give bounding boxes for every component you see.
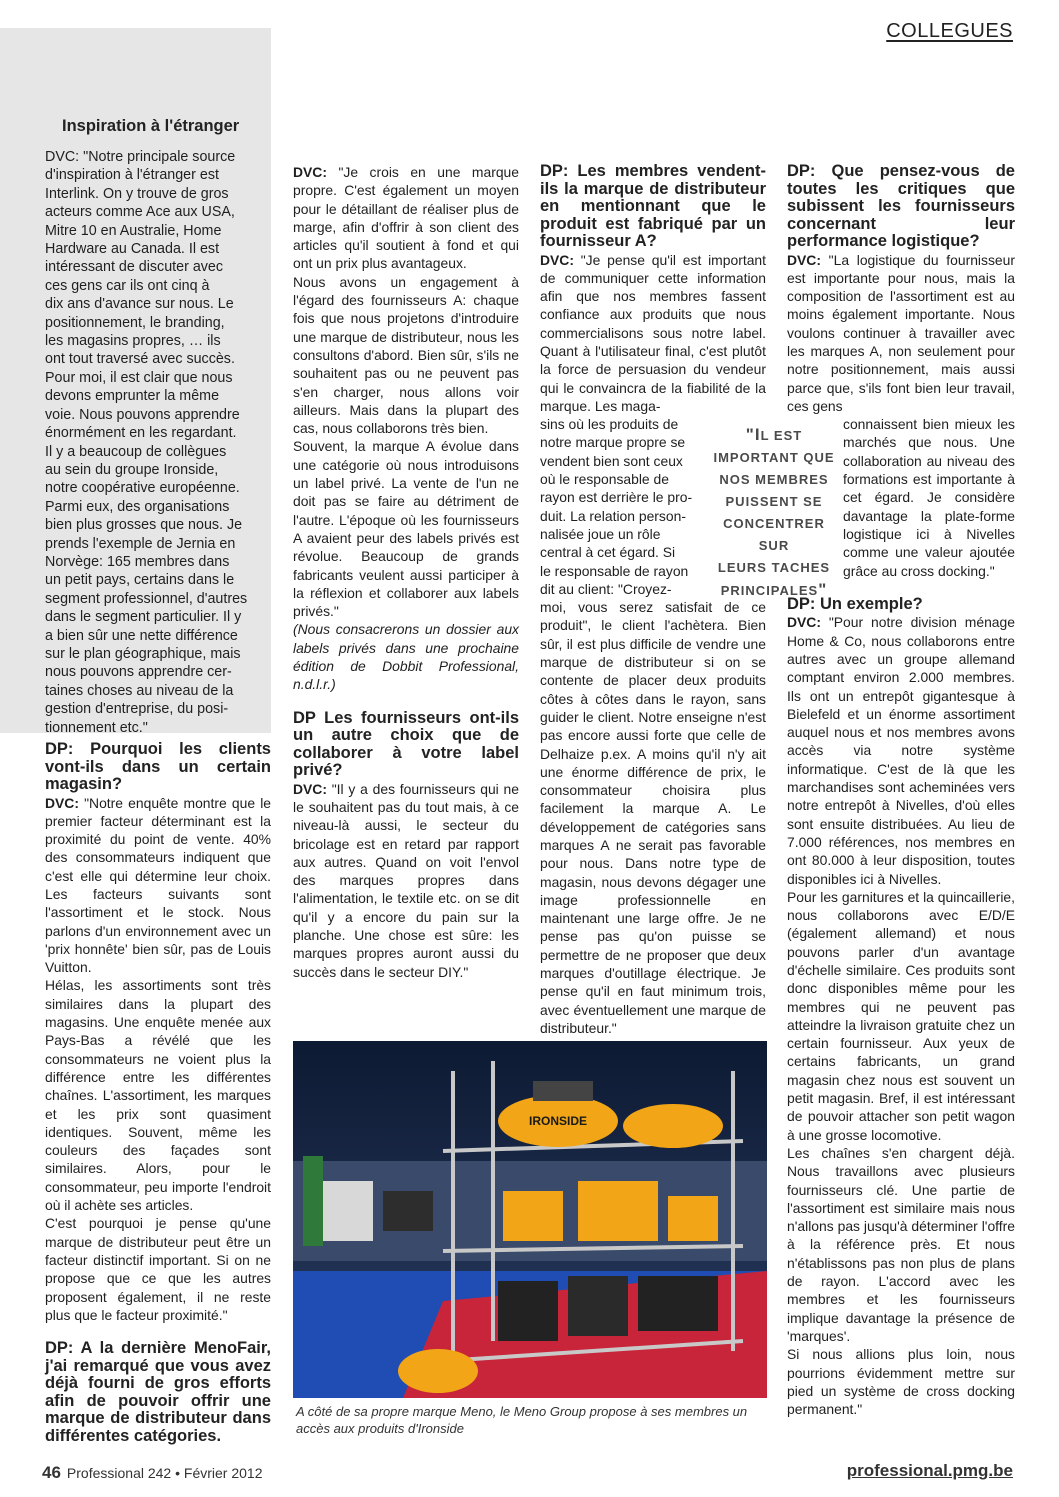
- pull-quote-line: NOS MEMBRES: [719, 472, 829, 487]
- sidebar-line: DVC: "Notre principale source: [45, 149, 236, 165]
- sidebar-line: d'inspiration à l'étranger est: [45, 167, 219, 184]
- sidebar-line: Norvège: 165 membres dans: [45, 553, 230, 570]
- sidebar-line: prends l'exemple de Jernia en: [45, 535, 236, 552]
- column-2: [293, 163, 519, 981]
- answer-exemple: DVC: "Pour notre division ménage Home & Co, nous collaborons entre autres avec un groupe allemand comptant environ 2.000 membres. Ils ont un entrepôt gigantesque à Bielefeld et un énorme assortiment auquel nous et nos membres avons accès via notre système informatique. C'est de là que les marchandises sont acheminées vers notre entrepôt à Nivelles, d'où elles sont ensuite distribuées. Au lieu de 7.000 références, nos membres en ont 80.000 à leur disposition, toutes disponibles ici à Nivelles.: [787, 614, 1015, 887]
- pull-quote-line: CONCENTRER SUR: [723, 516, 825, 553]
- pull-quote-line: PUISSENT SE: [725, 494, 823, 509]
- wrap-line: dit au client: "Croyez-: [540, 580, 672, 597]
- editor-note: (Nous consacrerons un dossier aux labels privés dans une prochaine édition de Dobbit Professional, n.d.l.r.): [293, 621, 519, 693]
- answer-clients-3: C'est pourquoi je pense qu'une marque de distributeur peut être un facteur distinctif important. Si on ne propose que ce que les autres proposent également, il ne reste plus que le facteur proximité.": [45, 1215, 271, 1323]
- sidebar-line: a bien sûr une nette différence: [45, 627, 238, 644]
- answer-membres-2: moi, vous serez satisfait de ce produit", le client l'achètera. Bien sûr, il est plus difficile de vendre une marque de distributeur si on se contente de placer deux produits côtes à côtes dans le rayon, sans guider le client. Notre enseigne n'est pas encore aussi forte que celle de Delhaize p.ex. A moins qu'il n'y ait une énorme différence de prix, le consommateur choisira plus facilement la marque A. Le développement de catégories sans marques A ne serait pas favorable pour nous. Dans notre type de magasin, nous devons dégager une image professionnelle en maintenant une large offre. Je ne pense pas qu'on puisse se permettre de ne proposer que deux marques d'outillage électrique. Je pense qu'il en faut minimum trois, avec éventuellement une marque de distributeur.": [540, 599, 766, 1036]
- sidebar-line: au sein du groupe Ironside,: [45, 461, 219, 478]
- pull-quote-line: IMPORTANT QUE: [713, 450, 835, 465]
- answer-clients: DVC: "Notre enquête montre que le premier facteur déterminant est la proximité du point de vente. 40% des consommateurs indiquent que c'est elle qui détermine leur choix. Les facteurs suivants sont l'assortiment et le stock. Nous parlons d'un environnement avec un 'prix honnête' bien sûr, pas de Louis Vuitton.: [45, 794, 271, 976]
- sidebar-line: intéressant de discuter avec: [45, 259, 224, 276]
- section-label: COLLEGUES: [886, 20, 1013, 42]
- footer-issue: [42, 1463, 262, 1483]
- sidebar-line: Interlink. On y trouve de gros: [45, 185, 229, 202]
- wrap-line: le responsable de rayon: [540, 562, 689, 579]
- sidebar-line: devons emprunter la même: [45, 388, 220, 405]
- sidebar-line: dans le segment particulier. Il y: [45, 609, 242, 626]
- answer-exemple-3: Les chaînes s'en chargent déjà. Nous travaillons avec plusieurs fournisseurs clé. Une partie de l'assortiment est similaire mais nous n'allons pas jusqu'à déterminer l'offre à la référence près. Et nous n'établissons pas non plus de plans de rayon. L'accord avec les membres et les fournisseurs implique davantage la présence de 'marques'.: [787, 1144, 1015, 1344]
- footer-url[interactable]: professional.pmg.be: [846, 1461, 1013, 1480]
- wrap-line: notre marque propre se: [540, 434, 686, 451]
- sidebar-line: ces gens car ils ont cinq à: [45, 277, 210, 294]
- sidebar-line: acteurs comme Ace aux USA,: [45, 204, 235, 221]
- sidebar-line: Pour moi, il est clair que nous: [45, 369, 233, 386]
- svg-text:IRONSIDE: IRONSIDE: [528, 1114, 588, 1128]
- wrap-line: rayon est derrière le pro-: [540, 489, 693, 506]
- pull-quote: "IL EST IMPORTANT QUE NOS MEMBRES PUISSENT SE CONCENTRER SUR LEURS TACHES PRINCIPALES": [710, 424, 838, 602]
- column-1: [45, 741, 271, 1445]
- question-fournisseurs: DP Les fournisseurs ont-ils un autre choix que de collaborer à votre label privé?: [293, 708, 519, 780]
- sidebar-line: positionnement, le branding,: [45, 314, 225, 331]
- sidebar-line: Mitre 10 en Australie, Home: [45, 222, 222, 239]
- column-4: [787, 163, 1015, 1418]
- answer-marque-3: Souvent, la marque A évolue dans une catégorie où nous introduisons un label privé. La vente de l'un ne doit pas se faire au détriment de l'autre. L'époque où les fournisseurs A avaient peur des labels privés est révolue. Beaucoup de grands fabricants veulent aussi participer à la réflexion et collaborer aux labels privés.": [293, 438, 519, 620]
- wrap-line: nalisée joue un rôle: [540, 525, 661, 542]
- pull-quote-line: LEURS TACHES: [717, 560, 831, 575]
- question-clients: DP: Pourquoi les clients vont-ils dans un certain magasin?: [45, 740, 271, 793]
- sidebar-line: taines choses au niveau de la: [45, 682, 234, 699]
- sidebar-line: les magasins propres, … ils: [45, 333, 221, 350]
- wrap-line: duit. La relation person-: [540, 507, 686, 524]
- answer-exemple-2: Pour les garnitures et la quincaillerie, nous collaborons avec E/D/E (également allemand) et nous pouvons parler d'un avantage d'échelle similaire. Ces produits sont donc disponibles même pour les membres qui ne peuvent pas atteindre la livraison gratuite chez un certain fournisseur. Aux yeux de certains fabricants, un grand magasin chez nous est souvent un petit magasin. Bref, il est intéressant de pouvoir attacher son petit wagon à une grosse locomotive.: [787, 888, 1015, 1143]
- question-menofair: DP: A la dernière MenoFair, j'ai remarqué que vous avez déjà fourni de gros efforts afin de pouvoir offrir une marque de distributeur dans différentes catégories.: [45, 1339, 271, 1445]
- sidebar-line: Hardware au Canada. Il est: [45, 241, 220, 258]
- sidebar-line: voie. Nous pouvons apprendre: [45, 406, 240, 423]
- sidebar-line: Il y a beaucoup de collègues: [45, 443, 227, 460]
- answer-clients-2: Hélas, les assortiments sont très similaires dans la plupart des magasins. Une enquête menée aux Pays-Bas a révélé que les consommateurs ne voient plus la différence entre les différentes chaînes. L'assortiment, les marques et les prix sont quasiment identiques. Souvent, même les couleurs des façades sont similaires. Alors, pour le consommateur, peu importe l'endroit où il achète ses articles.: [45, 977, 271, 1214]
- answer-membres: DVC: "Je pense qu'il est important de communiquer cette information afin que nos membres fassent confiance aux produits que nous commercialisons sous notre label. Quant à l'utilisateur final, c'est plutôt la force de persuasion du vendeur qui le convaincra de la fiabilité de la marque. Les maga-: [540, 251, 766, 414]
- sidebar-line: gestion d'entreprise, du posi-: [45, 701, 229, 718]
- sidebar-line: tionnement etc.": [45, 719, 148, 736]
- answer-fournisseurs: DVC: "Il y a des fournisseurs qui ne le souhaitent pas du tout mais, à ce niveau-là aussi, le secteur du bricolage est en retard par rapport aux autres. Quand on voit l'envol des marques propres dans l'alimentation, le textile etc. on se dit qu'il y a encore du pain sur la planche. Une chose est sûre: les marques propres auront aussi du succès dans le secteur DIY.": [293, 780, 519, 980]
- answer-marque: DVC: "Je crois en une marque propre. C'est également un moyen pour le détaillant de réaliser plus de marge, afin d'offrir à son client des articles qu'il soutient à fond et qui ont un prix plus avantageux.: [293, 164, 519, 272]
- sidebar-line: Parmi eux, des organisations: [45, 498, 230, 515]
- answer-exemple-4: Si nous allions plus loin, nous pourrions évidemment mettre sur pied un système de cross docking permanent.": [787, 1346, 1015, 1418]
- sidebar-line: ont tout traversé avec succès.: [45, 351, 235, 368]
- wrap-line: central à cet égard. Si: [540, 544, 676, 561]
- answer-marque-2: Nous avons un engagement à l'égard des fournisseurs A: chaque fois que nous projetons d'introduire une marque de distributeur, nous les consultons d'abord. Bien sûr, s'ils ne souhaitent pas ou ne peuvent pas s'en charger, nous allons voir ailleurs. Mais dans la plupart des cas, nous collaborons très bien.: [293, 273, 519, 437]
- answer-logistique-wrap: connaissent bien mieux les marchés que nous. Une collaboration au niveau des formations est importante à cet égard. Je considère davantage la plate-forme logistique ici à Nivelles comme une valeur ajoutée grâce au cross docking.": [843, 416, 1015, 579]
- sidebar-line: un petit pays, certains dans le: [45, 572, 235, 589]
- exhibition-photo: [293, 1041, 767, 1398]
- question-exemple: DP: Un exemple?: [787, 594, 923, 613]
- wrap-line: vendent bien sont ceux: [540, 452, 683, 469]
- sidebar-title: Inspiration à l'étranger: [62, 117, 240, 135]
- sidebar-text: [45, 148, 260, 737]
- wrap-line: sins où les produits de: [540, 416, 679, 433]
- sidebar-line: sur le plan géographique, mais: [45, 645, 241, 662]
- photo-caption: A côté de sa propre marque Meno, le Meno Group propose à ses membres un accès aux produits d'Ironside: [296, 1404, 748, 1436]
- question-membres: DP: Les membres vendent-ils la marque de distributeur en mentionnant que le produit est fabriqué par un fournisseur A?: [540, 162, 766, 250]
- sidebar-line: notre coopérative européenne.: [45, 480, 240, 497]
- wrap-line: où le responsable de: [540, 471, 669, 488]
- page-number: 46: [42, 1463, 61, 1482]
- sidebar-line: segment professionnel, d'autres: [45, 590, 248, 607]
- sidebar-line: énormément en les regardant.: [45, 425, 237, 442]
- answer-membres-wrap: [540, 415, 705, 598]
- question-logistique: DP: Que pensez-vous de toutes les critiques que subissent les fournisseurs concernant leur performance logistique?: [787, 162, 1015, 250]
- sidebar-line: dix ans d'avance sur nous. Le: [45, 296, 234, 313]
- answer-logistique: DVC: "La logistique du fournisseur est importante pour nous, mais la composition de l'assortiment est au moins également importante. Nous voulons continuer à travailler avec les marques A, non seulement pour notre positionnement, mais aussi parce que, s'ils font bien leur travail, ces gens: [787, 251, 1015, 414]
- sidebar-line: nous pouvons apprendre cer-: [45, 664, 232, 681]
- sidebar-line: bien plus grosses que nous. Je: [45, 517, 243, 534]
- issue-label: Professional 242 • Février 2012: [66, 1465, 263, 1481]
